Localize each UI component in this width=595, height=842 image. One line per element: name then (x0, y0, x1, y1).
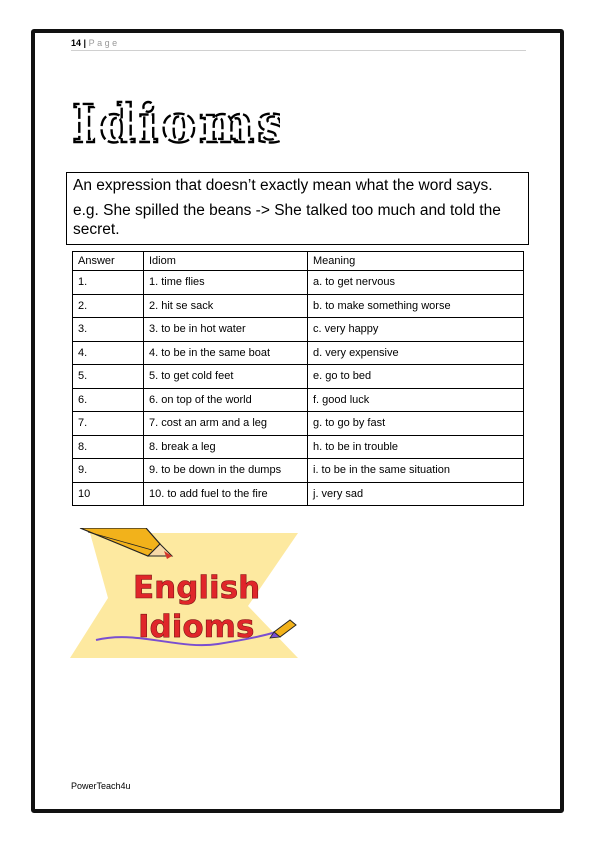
table-row (73, 341, 524, 365)
header-separator: | (83, 38, 87, 48)
table-row (73, 294, 524, 318)
answer-cell: 9. (73, 459, 144, 483)
answer-cell: 7. (73, 412, 144, 436)
page-title (70, 88, 280, 152)
clipart-text-english: English (133, 570, 261, 606)
answer-cell: 1. (73, 271, 144, 295)
meaning-cell: f. good luck (308, 388, 524, 412)
table-row (73, 412, 524, 436)
idiom-cell: 6. on top of the world (144, 388, 308, 412)
page-word: Page (88, 38, 120, 48)
meaning-cell: e. go to bed (308, 365, 524, 389)
table-row (73, 271, 524, 295)
idioms-table (72, 251, 524, 506)
meaning-cell: i. to be in the same situation (308, 459, 524, 483)
answer-cell: 2. (73, 294, 144, 318)
answer-cell: 8. (73, 435, 144, 459)
definition-box (66, 172, 529, 245)
column-header-idiom: Idiom (144, 252, 308, 271)
table-row (73, 435, 524, 459)
table-row (73, 318, 524, 342)
page-number: 14 (71, 38, 82, 48)
idiom-cell: 8. break a leg (144, 435, 308, 459)
meaning-cell: d. very expensive (308, 341, 524, 365)
idiom-cell: 4. to be in the same boat (144, 341, 308, 365)
table-row (73, 459, 524, 483)
idiom-cell: 7. cost an arm and a leg (144, 412, 308, 436)
idiom-cell: 10. to add fuel to the fire (144, 482, 308, 506)
meaning-cell: a. to get nervous (308, 271, 524, 295)
meaning-cell: b. to make something worse (308, 294, 524, 318)
idiom-cell: 1. time flies (144, 271, 308, 295)
answer-cell: 6. (73, 388, 144, 412)
meaning-cell: j. very sad (308, 482, 524, 506)
answer-cell: 3. (73, 318, 144, 342)
answer-cell: 5. (73, 365, 144, 389)
answer-cell: 4. (73, 341, 144, 365)
idiom-cell: 2. hit se sack (144, 294, 308, 318)
page-header (71, 36, 526, 51)
small-pencil-icon (270, 620, 296, 638)
idiom-cell: 9. to be down in the dumps (144, 459, 308, 483)
table-row (73, 365, 524, 389)
meaning-cell: g. to go by fast (308, 412, 524, 436)
english-idioms-clipart (68, 528, 300, 660)
table-row (73, 388, 524, 412)
meaning-cell: c. very happy (308, 318, 524, 342)
table-header-row (73, 252, 524, 271)
definition-text: An expression that doesn’t exactly mean what the word says. (73, 177, 493, 194)
title-text: Idioms (72, 94, 280, 152)
example-text: e.g. She spilled the beans -> She talked too much and told the secret. (73, 202, 501, 238)
idiom-cell: 3. to be in hot water (144, 318, 308, 342)
clipart-text-idioms: Idioms (138, 609, 255, 645)
footer-brand: PowerTeach4u (71, 781, 131, 791)
meaning-cell: h. to be in trouble (308, 435, 524, 459)
column-header-meaning: Meaning (308, 252, 524, 271)
idiom-cell: 5. to get cold feet (144, 365, 308, 389)
column-header-answer: Answer (73, 252, 144, 271)
answer-cell: 10 (73, 482, 144, 506)
table-row (73, 482, 524, 506)
